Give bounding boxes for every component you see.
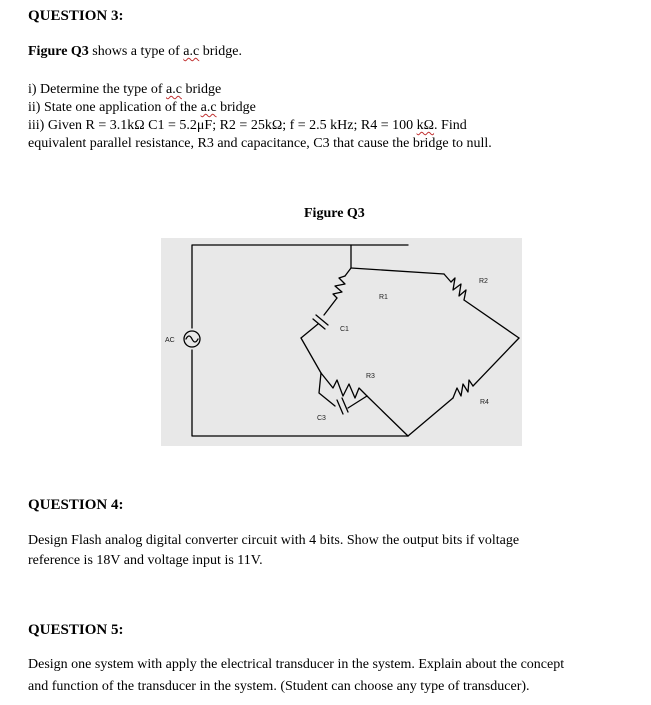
question-3-item-3 (28, 118, 467, 134)
r3-label: R3 (366, 373, 375, 380)
item-1-prefix: i) Determine the type of (28, 82, 167, 97)
item-1-ac: a.c (166, 82, 182, 97)
question-5-line-2: and function of the transducer in the system. (Student can choose any type of transducer). (28, 679, 530, 694)
item-2-suffix: bridge (216, 100, 256, 115)
r1-label: R1 (379, 294, 388, 301)
question-4-line-1: Design Flash analog digital converter circuit with 4 bits. Show the output bits if voltage (28, 533, 520, 548)
r4-label: R4 (480, 399, 489, 406)
c3-label: C3 (317, 415, 326, 422)
figure-background (161, 238, 522, 446)
item-2-ac: a.c (200, 100, 217, 115)
question-4-line-2: reference is 18V and voltage input is 11V. (28, 553, 263, 568)
c1-label: C1 (340, 326, 349, 333)
question-3-heading: QUESTION 3: (28, 8, 124, 24)
item-1-suffix: bridge (181, 82, 222, 97)
item-3-suffix: . Find (434, 118, 467, 133)
question-4-heading: QUESTION 4: (28, 497, 124, 513)
question-3-intro (28, 44, 242, 60)
figure-caption: Figure Q3 (304, 206, 365, 221)
figure-reference: Figure Q3 (28, 44, 89, 59)
intro-text-2: bridge. (199, 44, 242, 59)
question-3-item-2 (28, 100, 256, 116)
question-5-line-1: Design one system with apply the electrical transducer in the system. Explain about the concept (28, 657, 565, 672)
intro-ac: a.c (183, 44, 200, 59)
bridge-circuit-diagram (161, 238, 522, 446)
r2-label: R2 (479, 278, 488, 285)
question-3-item-3-line-2: equivalent parallel resistance, R3 and capacitance, C3 that cause the bridge to null. (28, 136, 492, 151)
item-3-unit: kΩ (416, 118, 435, 133)
ac-label: AC (165, 337, 175, 344)
item-2-prefix: ii) State one application of the (28, 100, 201, 115)
intro-text-1: shows a type of (88, 44, 184, 59)
question-3-item-1 (28, 82, 221, 98)
question-5-heading: QUESTION 5: (28, 622, 124, 638)
item-3-prefix: iii) Given R = 3.1kΩ C1 = 5.2μF; R2 = 25kΩ; f = 2.5 kHz; R4 = 100 (28, 118, 417, 133)
